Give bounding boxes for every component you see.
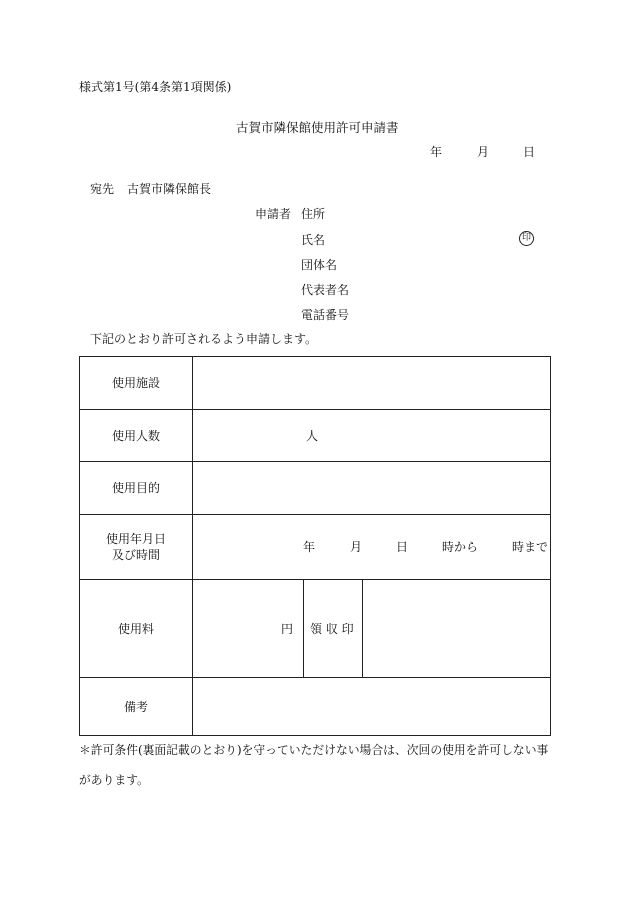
- table-row-datetime: [80, 515, 550, 580]
- applicant-heading: 申請者: [255, 207, 292, 221]
- receipt-label: 領 収 印: [310, 622, 354, 636]
- people-label: 使用人数: [80, 410, 193, 461]
- remarks-field[interactable]: [193, 678, 550, 735]
- fee-unit: 円: [281, 622, 294, 636]
- people-field[interactable]: [193, 410, 550, 461]
- date-month-label: 月: [477, 145, 490, 159]
- datetime-label-line2: 及び時間: [111, 548, 160, 562]
- people-unit: 人: [306, 429, 319, 443]
- facility-field[interactable]: [193, 357, 550, 409]
- seal-label: 印: [521, 233, 531, 243]
- datetime-from: 時から: [442, 540, 479, 554]
- fee-divider: [303, 580, 304, 677]
- name-label: 氏名: [301, 233, 326, 247]
- table-row-remarks: [80, 678, 550, 735]
- purpose-label: 使用目的: [80, 462, 193, 514]
- phone-label: 電話番号: [301, 308, 350, 322]
- footnote-line1: ＊許可条件(裏面記載のとおり)を守っていただけない場合は、次回の使用を許可しない事: [79, 743, 549, 757]
- representative-label: 代表者名: [301, 283, 350, 297]
- addressee-prefix: 宛先: [90, 182, 115, 196]
- seal-mark: [519, 231, 534, 246]
- table-row-fee: [80, 580, 550, 678]
- date-day-label: 日: [523, 145, 536, 159]
- facility-label: 使用施設: [80, 357, 193, 409]
- date-year-label: 年: [430, 145, 443, 159]
- remarks-label: 備考: [80, 678, 193, 735]
- datetime-label: [80, 515, 193, 579]
- receipt-stamp-field[interactable]: [363, 580, 550, 677]
- intro-text: 下記のとおり許可されるよう申請します。: [90, 332, 318, 346]
- address-label: 住所: [301, 207, 326, 221]
- datetime-until: 時まで: [512, 540, 549, 554]
- datetime-label-line1: 使用年月日: [105, 532, 166, 546]
- document-title: 古賀市隣保館使用許可申請書: [236, 120, 399, 135]
- table-row-facility: [80, 357, 550, 410]
- datetime-field[interactable]: [193, 515, 550, 579]
- application-table: [79, 356, 551, 736]
- form-code: 様式第1号(第4条第1項関係): [79, 80, 232, 94]
- datetime-day: 日: [396, 540, 409, 554]
- datetime-year: 年: [303, 540, 316, 554]
- group-label: 団体名: [301, 258, 338, 272]
- footnote-line2: があります。: [79, 773, 149, 787]
- fee-label: 使用料: [80, 580, 193, 677]
- table-row-purpose: [80, 462, 550, 515]
- purpose-field[interactable]: [193, 462, 550, 514]
- addressee-name: 古賀市隣保館長: [127, 182, 212, 196]
- table-row-people: [80, 410, 550, 462]
- datetime-month: 月: [350, 540, 363, 554]
